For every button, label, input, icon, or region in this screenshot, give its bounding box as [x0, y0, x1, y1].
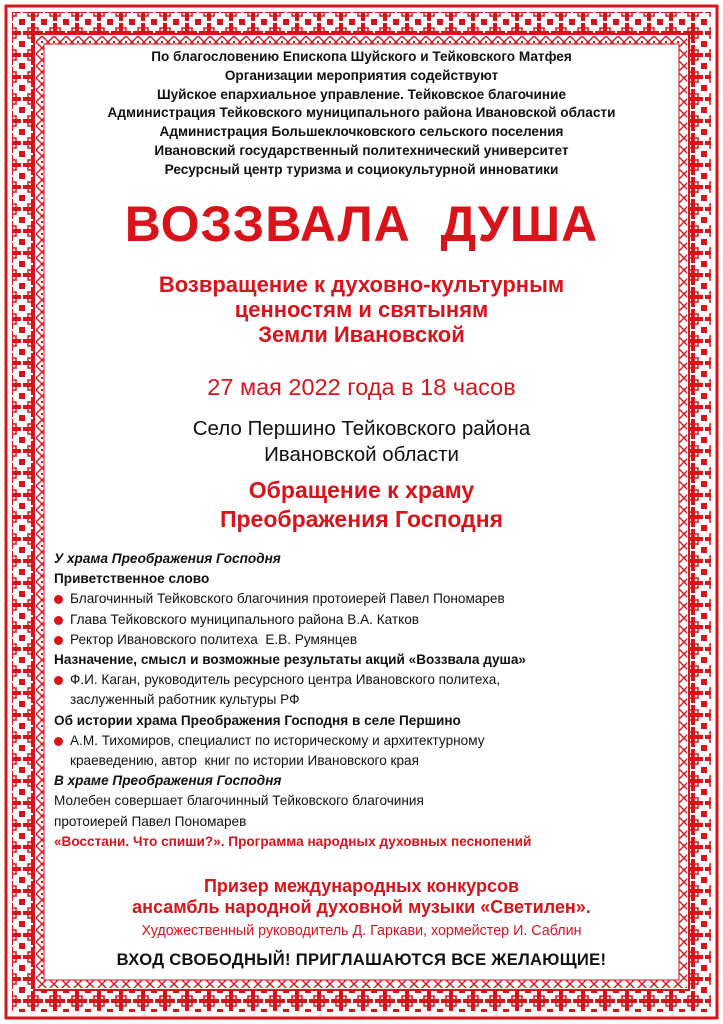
event-subtitle: [44, 272, 679, 347]
place-line: Ивановской области: [264, 443, 459, 466]
sponsor-line: Ивановский государственный политехнический университет: [154, 142, 569, 158]
bullet-icon: [54, 676, 63, 685]
speaker-text: заслуженный работник культуры РФ: [70, 692, 300, 708]
blessing-line: По благословению Епископа Шуйского и Тейковского Матфея: [151, 49, 572, 64]
prize-block: [44, 876, 679, 918]
appeal-line: Преображения Господня: [219, 506, 504, 532]
speaker-text: Благочинный Тейковского благочиния протоиерей Павел Пономарев: [70, 591, 505, 607]
bullet-icon: [54, 737, 63, 746]
bullet-icon: [54, 595, 63, 604]
appeal-heading: [44, 476, 679, 534]
speaker-item: [54, 630, 679, 650]
event-place: [44, 416, 679, 468]
event-date: 27 мая 2022 года в 18 часов: [207, 374, 516, 400]
speaker-item: [54, 731, 679, 751]
moleben-line: протоиерей Павел Пономарев: [54, 813, 247, 829]
history-heading: Об истории храма Преображения Господня в селе Першино: [54, 712, 461, 728]
speaker-text: Ректор Ивановского политеха Е.В. Румянцев: [70, 631, 358, 647]
speaker-text: Ф.И. Каган, руководитель ресурсного центра Ивановского политеха,: [70, 672, 501, 688]
subtitle-line: Земли Ивановской: [258, 322, 465, 347]
speaker-item-continued: [54, 751, 679, 771]
concert-line: «Восстани. Что спиши?». Программа народных духовных песнопений: [54, 833, 532, 849]
appeal-line: Обращение к храму: [248, 477, 475, 503]
section-heading-outside: У храма Преображения Господня: [54, 551, 281, 566]
poster-content: [44, 44, 679, 980]
speaker-item: [54, 610, 679, 630]
sponsor-line: Администрация Тейковского муниципального района Ивановской области: [107, 105, 616, 121]
bullet-icon: [54, 636, 63, 645]
sponsors-heading: Организации мероприятия содействуют: [224, 67, 499, 83]
speaker-text: краеведению, автор книг по истории Ивановского края: [70, 753, 419, 769]
sponsor-line: Ресурсный центр туризма и социокультурной инноватики: [164, 161, 559, 177]
purpose-heading: Назначение, смысл и возможные результаты акций «Воззвала душа»: [54, 652, 526, 668]
event-title: ВОЗЗВАЛА ДУША: [124, 196, 599, 252]
greeting-heading: Приветственное слово: [54, 571, 210, 587]
moleben-line: Молебен совершает благочинный Тейковского благочиния: [54, 793, 424, 809]
free-entry-notice: ВХОД СВОБОДНЫЙ! ПРИГЛАШАЮТСЯ ВСЕ ЖЕЛАЮЩИЕ!: [116, 950, 607, 969]
speaker-item-continued: [54, 690, 679, 710]
program: [54, 549, 679, 852]
place-line: Село Першино Тейковского района: [192, 417, 531, 440]
sponsor-line: Администрация Большеклочковского сельского поселения: [159, 124, 564, 140]
speaker-item: [54, 589, 679, 609]
speaker-text: Глава Тейковского муниципального района В.А. Катков: [70, 611, 420, 627]
prize-line: Призер международных конкурсов: [203, 876, 520, 896]
sponsor-line: Шуйское епархиальное управление. Тейковское благочиние: [156, 86, 567, 102]
subtitle-line: Возвращение к духовно-культурным: [158, 272, 565, 297]
sponsors-block: [44, 48, 679, 180]
subtitle-line: ценностям и святыням: [234, 297, 489, 322]
bullet-icon: [54, 616, 63, 625]
prize-line: ансамбль народной духовной музыки «Светилен».: [132, 897, 591, 917]
section-heading-inside: В храме Преображения Господня: [54, 773, 282, 789]
director-line: Художественный руководитель Д. Гаркави, хормейстер И. Саблин: [141, 923, 582, 939]
speaker-item: [54, 670, 679, 690]
speaker-text: А.М. Тихомиров, специалист по историческому и архитектурному: [70, 732, 485, 748]
